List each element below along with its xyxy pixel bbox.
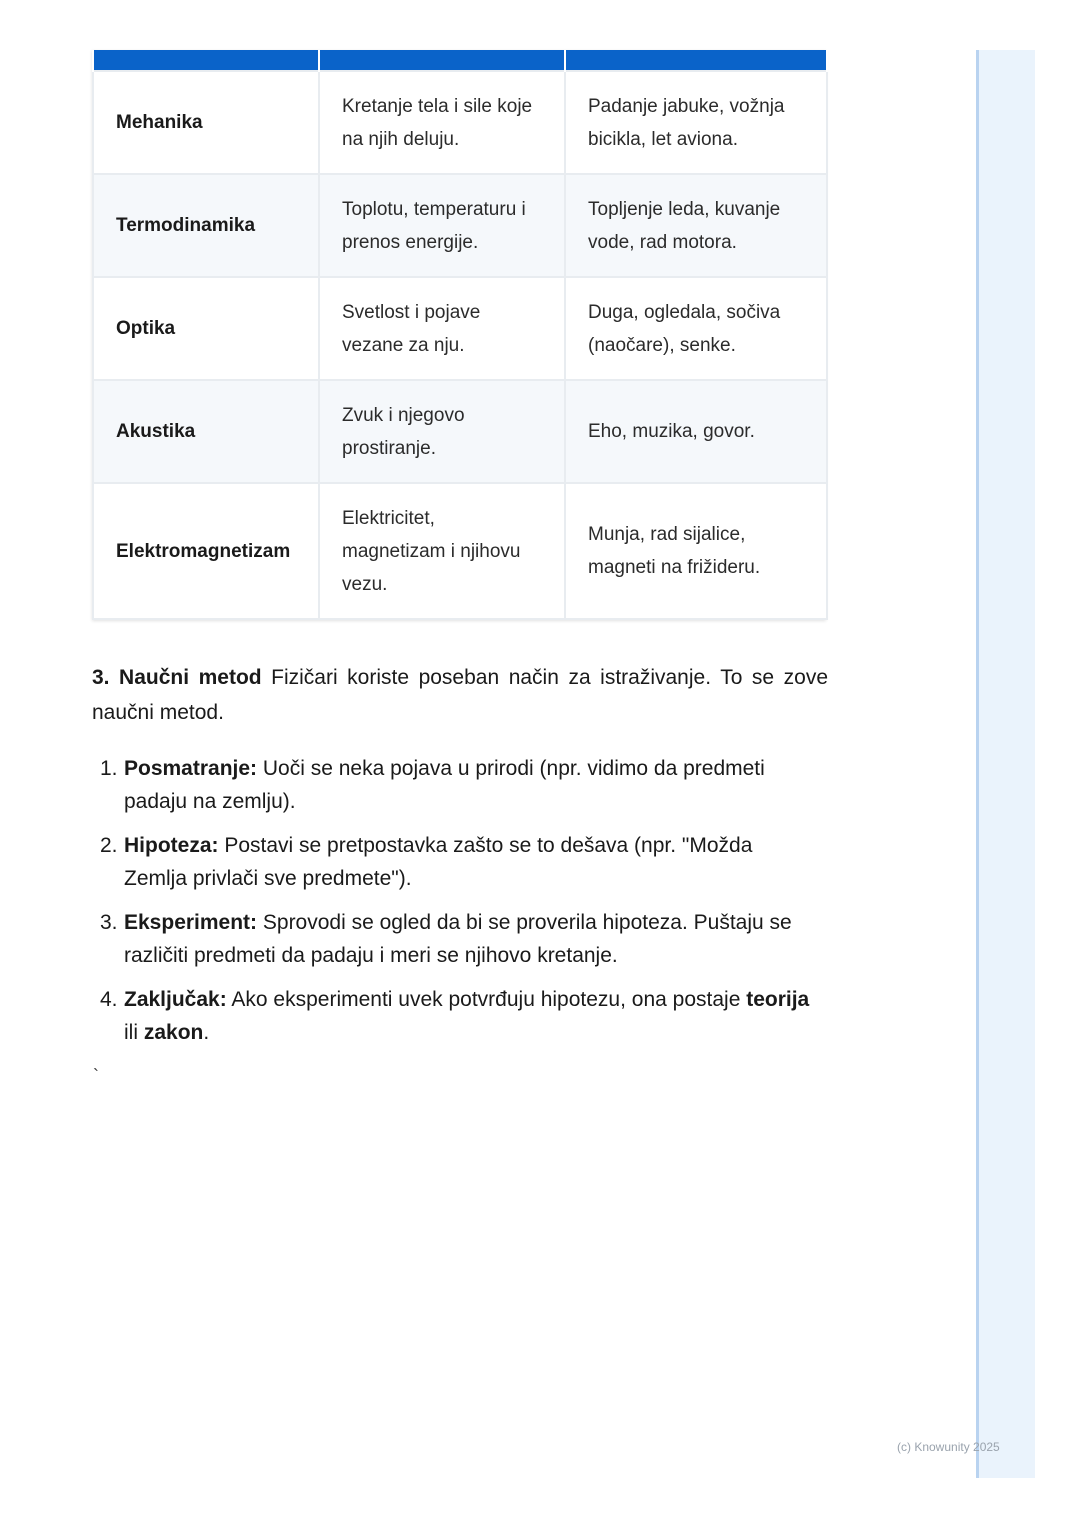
step-number: 4. bbox=[100, 988, 118, 1011]
text-line: (naočare), senke. bbox=[588, 334, 736, 356]
text-line: vezu. bbox=[342, 573, 388, 595]
branch-examples bbox=[565, 380, 827, 483]
table-row bbox=[93, 71, 827, 174]
text-line: Zvuk i njegovo bbox=[342, 404, 465, 426]
term-theory: teorija bbox=[746, 988, 810, 1011]
step-number: 3. bbox=[100, 911, 118, 934]
text-line: Duga, ogledala, sočiva bbox=[588, 301, 781, 323]
text-line: Eho, muzika, govor. bbox=[588, 421, 755, 442]
text-line: vezane za nju. bbox=[342, 334, 465, 356]
text-line: prenos energije. bbox=[342, 231, 479, 253]
table-row bbox=[93, 380, 827, 483]
branch-name: Akustika bbox=[93, 380, 319, 483]
branch-topic bbox=[319, 277, 565, 380]
branch-examples bbox=[565, 483, 827, 619]
branch-name: Elektromagnetizam bbox=[93, 483, 319, 619]
branch-name: Termodinamika bbox=[93, 174, 319, 277]
step-text: ili bbox=[124, 1021, 144, 1044]
step-label: Posmatranje: bbox=[124, 757, 258, 780]
branch-examples bbox=[565, 277, 827, 380]
table-row bbox=[93, 483, 827, 619]
section-intro: Fizičari koriste poseban način za istraživanje. To se zove naučni metod. bbox=[92, 666, 828, 724]
step-number: 2. bbox=[100, 834, 118, 857]
text-line: Kretanje tela i sile koje bbox=[342, 95, 533, 117]
list-item bbox=[92, 829, 812, 895]
table-header-cell bbox=[93, 50, 319, 71]
method-steps-list bbox=[92, 752, 812, 1060]
stray-mark: ` bbox=[93, 1066, 99, 1086]
step-label: Zaključak: bbox=[124, 988, 227, 1011]
copyright-footer: (c) Knowunity 2025 bbox=[897, 1440, 1000, 1454]
branch-topic bbox=[319, 174, 565, 277]
text-line: na njih deluju. bbox=[342, 128, 460, 150]
side-panel bbox=[976, 50, 1035, 1478]
table-row bbox=[93, 174, 827, 277]
step-text: Sprovodi se ogled da bi se proverila hipoteza. Puštaju se različiti predmeti da padaju i meri se njihovo kretanje. bbox=[124, 911, 792, 967]
text-line: vode, rad motora. bbox=[588, 231, 737, 253]
branch-topic bbox=[319, 483, 565, 619]
list-item bbox=[92, 752, 812, 818]
text-line: magnetizam i njihovu bbox=[342, 540, 521, 562]
text-line: Svetlost i pojave bbox=[342, 301, 481, 323]
branch-examples bbox=[565, 71, 827, 174]
step-text: . bbox=[203, 1021, 210, 1044]
list-item bbox=[92, 906, 812, 972]
table-header-cell bbox=[565, 50, 827, 71]
step-number: 1. bbox=[100, 757, 118, 780]
step-text: Postavi se pretpostavka zašto se to dešava (npr. "Možda Zemlja privlači sve predmete"). bbox=[124, 834, 753, 890]
section-title: 3. Naučni metod bbox=[92, 666, 262, 689]
table-header-cell bbox=[319, 50, 565, 71]
text-line: Padanje jabuke, vožnja bbox=[588, 95, 785, 117]
branch-examples bbox=[565, 174, 827, 277]
physics-branches-table bbox=[92, 50, 826, 620]
text-line: Topljenje leda, kuvanje bbox=[588, 198, 781, 220]
term-law: zakon bbox=[143, 1021, 204, 1044]
text-line: prostiranje. bbox=[342, 437, 436, 459]
table-row bbox=[93, 277, 827, 380]
text-line: bicikla, let aviona. bbox=[588, 128, 738, 150]
step-text: Ako eksperimenti uvek potvrđuju hipotezu, ona postaje bbox=[226, 988, 747, 1011]
table-header-row bbox=[93, 50, 827, 71]
branch-name: Optika bbox=[93, 277, 319, 380]
section-paragraph bbox=[92, 660, 828, 730]
text-line: Toplotu, temperaturu i bbox=[342, 198, 526, 220]
list-item bbox=[92, 983, 812, 1049]
branch-topic bbox=[319, 71, 565, 174]
step-label: Hipoteza: bbox=[124, 834, 219, 857]
text-line: Elektricitet, bbox=[342, 507, 435, 529]
text-line: magneti na frižideru. bbox=[588, 557, 761, 578]
step-text: Uoči se neka pojava u prirodi (npr. vidimo da predmeti padaju na zemlju). bbox=[124, 757, 765, 813]
text-line: Munja, rad sijalice, bbox=[588, 524, 746, 545]
branch-name: Mehanika bbox=[93, 71, 319, 174]
step-label: Eksperiment: bbox=[124, 911, 258, 934]
branch-topic bbox=[319, 380, 565, 483]
